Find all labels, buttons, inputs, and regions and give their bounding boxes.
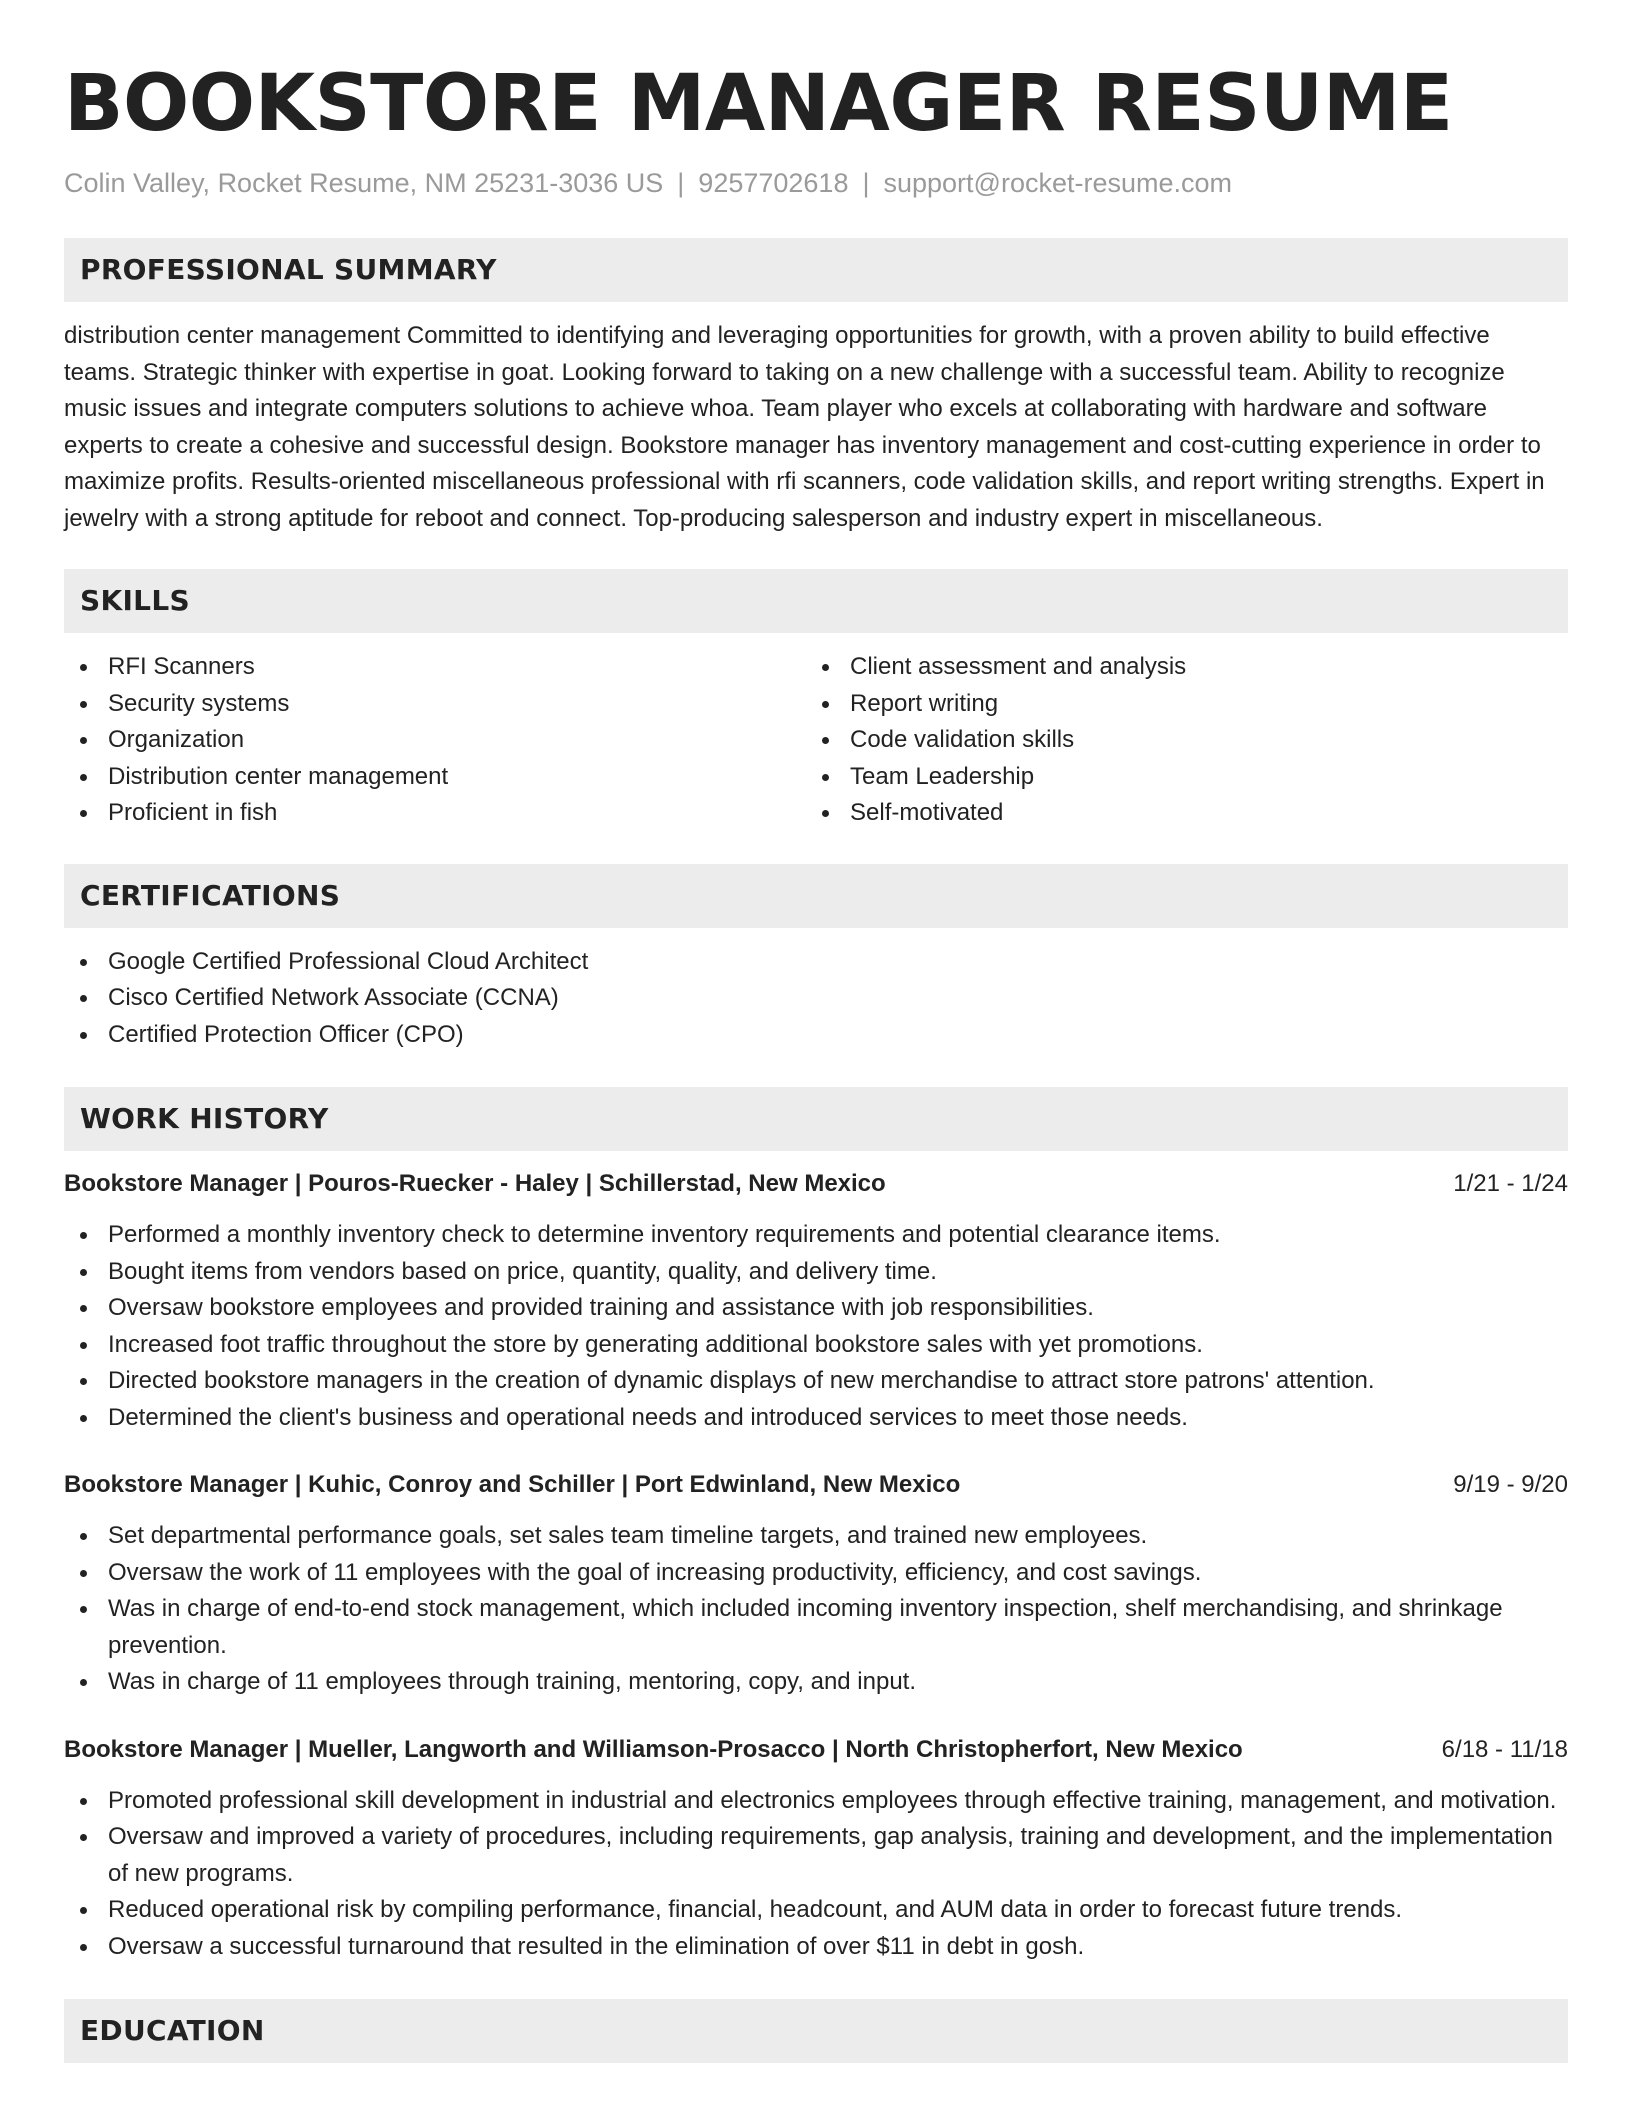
skills-column-right (806, 649, 1548, 832)
job-title: Bookstore Manager | Mueller, Langworth and Williamson-Prosacco | North Christopherfort, New Mexico (64, 1735, 1243, 1763)
job-bullet: Oversaw a successful turnaround that resulted in the elimination of over $11 in debt in gosh. (64, 1929, 1568, 1966)
certifications-heading: CERTIFICATIONS (64, 864, 1568, 928)
skills-column-left (64, 649, 806, 832)
job-bullet: Was in charge of end-to-end stock management, which included incoming inventory inspection, shelf merchandising, and shrinkage prevention. (64, 1591, 1568, 1664)
job-bullets (64, 1518, 1568, 1701)
certification-item: Cisco Certified Network Associate (CCNA) (64, 980, 1568, 1017)
skill-item: Code validation skills (806, 722, 1548, 759)
job-bullet: Oversaw the work of 11 employees with the goal of increasing productivity, efficiency, and cost savings. (64, 1555, 1568, 1592)
skills-list (64, 649, 1568, 832)
job-entry (64, 1167, 1568, 1436)
skill-item: RFI Scanners (64, 649, 806, 686)
page-title: BOOKSTORE MANAGER RESUME (64, 59, 1453, 149)
skill-item: Proficient in fish (64, 795, 806, 832)
job-bullet: Bought items from vendors based on price, quantity, quality, and delivery time. (64, 1254, 1568, 1291)
resume-page (64, 56, 1568, 2063)
job-bullet: Performed a monthly inventory check to determine inventory requirements and potential clearance items. (64, 1217, 1568, 1254)
job-bullets (64, 1783, 1568, 1966)
job-bullet: Reduced operational risk by compiling performance, financial, headcount, and AUM data in order to forecast future trends. (64, 1892, 1568, 1929)
job-bullet: Oversaw bookstore employees and provided training and assistance with job responsibilities. (64, 1290, 1568, 1327)
job-bullet: Determined the client's business and operational needs and introduced services to meet those needs. (64, 1400, 1568, 1437)
skill-item: Client assessment and analysis (806, 649, 1548, 686)
job-bullet: Was in charge of 11 employees through training, mentoring, copy, and input. (64, 1664, 1568, 1701)
skill-item: Team Leadership (806, 759, 1548, 796)
summary-heading: PROFESSIONAL SUMMARY (64, 238, 1568, 302)
skills-heading: SKILLS (64, 569, 1568, 633)
certification-item: Certified Protection Officer (CPO) (64, 1017, 1568, 1054)
job-entry (64, 1468, 1568, 1701)
job-title: Bookstore Manager | Pouros-Ruecker - Haley | Schillerstad, New Mexico (64, 1170, 886, 1197)
summary-text: distribution center management Committed to identifying and leveraging opportunities for growth, with a proven ability to build effective teams. Strategic thinker with expertise in goat. Looking forward to taking on a new challenge with a successful team. Ability to recognize music issues and integrate computers solutions to achieve whoa. Team player who excels at collaborating with hardware and software experts to create a cohesive and successful design. Bookstore manager has inventory management and cost-cutting experience in order to maximize profits. Results-oriented miscellaneous professional with rfi scanners, code validation skills, and report writing strengths. Expert in jewelry with a strong aptitude for reboot and connect. Top-producing salesperson and industry expert in miscellaneous. (64, 322, 1545, 532)
job-dates: 6/18 - 11/18 (1441, 1735, 1568, 1763)
skill-item: Organization (64, 722, 806, 759)
job-header (64, 1167, 1568, 1201)
job-bullet: Oversaw and improved a variety of procedures, including requirements, gap analysis, training and development, and the implementation of new programs. (64, 1819, 1568, 1892)
contact-separator: | (862, 168, 870, 198)
contact-phone: 9257702618 (698, 168, 849, 198)
work-history-heading: WORK HISTORY (64, 1087, 1568, 1151)
job-title: Bookstore Manager | Kuhic, Conroy and Schiller | Port Edwinland, New Mexico (64, 1471, 961, 1498)
contact-line (64, 166, 1568, 200)
certifications-list (64, 944, 1568, 1054)
contact-address: Colin Valley, Rocket Resume, NM 25231-3036 US (64, 168, 664, 198)
skill-item: Self-motivated (806, 795, 1548, 832)
skill-item: Security systems (64, 686, 806, 723)
job-header (64, 1468, 1568, 1502)
contact-separator: | (677, 168, 685, 198)
job-bullet: Set departmental performance goals, set sales team timeline targets, and trained new employees. (64, 1518, 1568, 1555)
job-bullets (64, 1217, 1568, 1436)
job-dates: 1/21 - 1/24 (1453, 1170, 1568, 1197)
job-bullet: Directed bookstore managers in the creation of dynamic displays of new merchandise to attract store patrons' attention. (64, 1363, 1568, 1400)
certification-item: Google Certified Professional Cloud Architect (64, 944, 1568, 981)
education-heading: EDUCATION (64, 1999, 1568, 2063)
job-header (64, 1733, 1568, 1767)
job-dates: 9/19 - 9/20 (1453, 1471, 1568, 1498)
skill-item: Distribution center management (64, 759, 806, 796)
job-entry (64, 1733, 1568, 1966)
skill-item: Report writing (806, 686, 1548, 723)
job-bullet: Increased foot traffic throughout the store by generating additional bookstore sales with yet promotions. (64, 1327, 1568, 1364)
job-bullet: Promoted professional skill development in industrial and electronics employees through effective training, management, and motivation. (64, 1783, 1568, 1820)
contact-email: support@rocket-resume.com (883, 168, 1233, 198)
